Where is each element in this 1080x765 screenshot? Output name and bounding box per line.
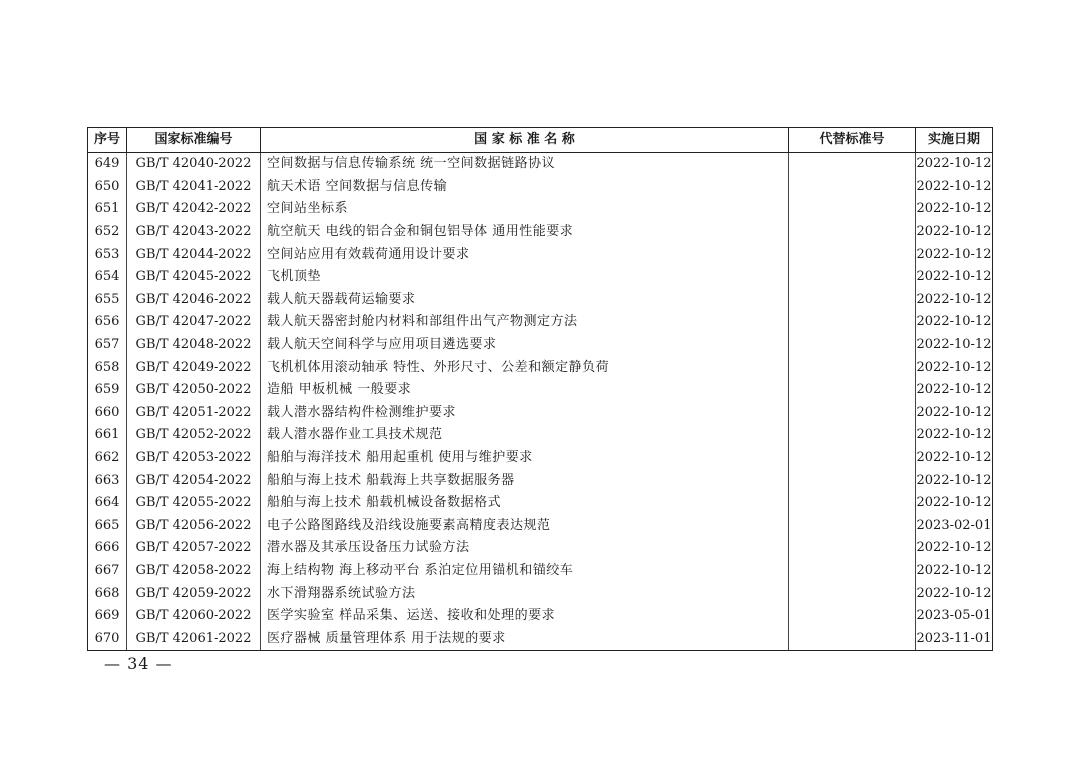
cell-standard-name: 空间站应用有效载荷通用设计要求 (261, 243, 789, 266)
cell-standard-code: GB/T 42041-2022 (127, 176, 261, 199)
cell-replaced-standard (789, 515, 916, 538)
cell-standard-name: 水下滑翔器系统试验方法 (261, 582, 789, 605)
header-implementation-date: 实施日期 (916, 128, 993, 153)
table-body (88, 153, 993, 651)
cell-replaced-standard (789, 356, 916, 379)
cell-implementation-date: 2022-10-12 (916, 402, 993, 425)
cell-implementation-date: 2022-10-12 (916, 582, 993, 605)
cell-replaced-standard (789, 311, 916, 334)
cell-seq: 658 (88, 356, 127, 379)
cell-seq: 662 (88, 447, 127, 470)
cell-standard-name: 航空航天 电线的铝合金和铜包铝导体 通用性能要求 (261, 221, 789, 244)
table-row (88, 560, 993, 583)
table-row (88, 198, 993, 221)
cell-standard-name: 载人潜水器结构件检测维护要求 (261, 402, 789, 425)
cell-replaced-standard (789, 447, 916, 470)
cell-seq: 666 (88, 537, 127, 560)
cell-standard-code: GB/T 42056-2022 (127, 515, 261, 538)
cell-standard-name: 电子公路图路线及沿线设施要素高精度表达规范 (261, 515, 789, 538)
cell-standard-name: 医疗器械 质量管理体系 用于法规的要求 (261, 627, 789, 650)
cell-seq: 650 (88, 176, 127, 199)
table-header (88, 128, 993, 153)
cell-standard-name: 空间站坐标系 (261, 198, 789, 221)
cell-standard-code: GB/T 42040-2022 (127, 153, 261, 176)
cell-implementation-date: 2022-10-12 (916, 356, 993, 379)
header-standard-code: 国家标准编号 (127, 128, 261, 153)
cell-standard-name: 船舶与海上技术 船载机械设备数据格式 (261, 492, 789, 515)
table-row (88, 221, 993, 244)
cell-seq: 656 (88, 311, 127, 334)
table-row (88, 515, 993, 538)
cell-seq: 655 (88, 289, 127, 312)
cell-replaced-standard (789, 334, 916, 357)
header-seq: 序号 (88, 128, 127, 153)
table-row (88, 289, 993, 312)
cell-standard-code: GB/T 42053-2022 (127, 447, 261, 470)
cell-standard-name: 载人潜水器作业工具技术规范 (261, 424, 789, 447)
table-row (88, 379, 993, 402)
cell-implementation-date: 2022-10-12 (916, 379, 993, 402)
header-replaced-standard: 代替标准号 (789, 128, 916, 153)
cell-seq: 654 (88, 266, 127, 289)
cell-seq: 669 (88, 605, 127, 628)
cell-implementation-date: 2022-10-12 (916, 198, 993, 221)
cell-implementation-date: 2022-10-12 (916, 560, 993, 583)
cell-replaced-standard (789, 221, 916, 244)
cell-replaced-standard (789, 243, 916, 266)
cell-standard-code: GB/T 42049-2022 (127, 356, 261, 379)
cell-standard-code: GB/T 42051-2022 (127, 402, 261, 425)
cell-seq: 663 (88, 469, 127, 492)
cell-seq: 653 (88, 243, 127, 266)
cell-replaced-standard (789, 605, 916, 628)
cell-replaced-standard (789, 379, 916, 402)
page-number: — 34 — (104, 654, 173, 673)
header-standard-name: 国 家 标 准 名 称 (261, 128, 789, 153)
cell-replaced-standard (789, 537, 916, 560)
table-row (88, 627, 993, 650)
table-row (88, 153, 993, 176)
cell-standard-name: 船舶与海洋技术 船用起重机 使用与维护要求 (261, 447, 789, 470)
cell-standard-name: 飞机机体用滚动轴承 特性、外形尺寸、公差和额定静负荷 (261, 356, 789, 379)
cell-standard-code: GB/T 42042-2022 (127, 198, 261, 221)
cell-implementation-date: 2022-10-12 (916, 221, 993, 244)
cell-implementation-date: 2022-10-12 (916, 334, 993, 357)
cell-seq: 664 (88, 492, 127, 515)
table-row (88, 582, 993, 605)
cell-replaced-standard (789, 198, 916, 221)
cell-seq: 668 (88, 582, 127, 605)
cell-standard-name: 潜水器及其承压设备压力试验方法 (261, 537, 789, 560)
table-row (88, 243, 993, 266)
cell-standard-name: 海上结构物 海上移动平台 系泊定位用锚机和锚绞车 (261, 560, 789, 583)
cell-implementation-date: 2022-10-12 (916, 447, 993, 470)
cell-standard-name: 载人航天空间科学与应用项目遴选要求 (261, 334, 789, 357)
cell-seq: 652 (88, 221, 127, 244)
table-row (88, 266, 993, 289)
table-row (88, 402, 993, 425)
cell-replaced-standard (789, 492, 916, 515)
cell-standard-code: GB/T 42048-2022 (127, 334, 261, 357)
cell-standard-code: GB/T 42061-2022 (127, 627, 261, 650)
cell-standard-code: GB/T 42060-2022 (127, 605, 261, 628)
cell-standard-name: 载人航天器密封舱内材料和部组件出气产物测定方法 (261, 311, 789, 334)
table-row (88, 469, 993, 492)
cell-seq: 659 (88, 379, 127, 402)
cell-replaced-standard (789, 582, 916, 605)
cell-standard-code: GB/T 42055-2022 (127, 492, 261, 515)
cell-standard-code: GB/T 42058-2022 (127, 560, 261, 583)
cell-seq: 649 (88, 153, 127, 176)
cell-seq: 670 (88, 627, 127, 650)
cell-implementation-date: 2023-02-01 (916, 515, 993, 538)
cell-implementation-date: 2022-10-12 (916, 537, 993, 560)
table-row (88, 537, 993, 560)
cell-standard-code: GB/T 42047-2022 (127, 311, 261, 334)
cell-implementation-date: 2022-10-12 (916, 492, 993, 515)
cell-seq: 660 (88, 402, 127, 425)
cell-implementation-date: 2023-05-01 (916, 605, 993, 628)
cell-standard-code: GB/T 42045-2022 (127, 266, 261, 289)
cell-seq: 667 (88, 560, 127, 583)
table-row (88, 605, 993, 628)
cell-implementation-date: 2022-10-12 (916, 176, 993, 199)
table-row (88, 356, 993, 379)
table-row (88, 334, 993, 357)
table-row (88, 176, 993, 199)
standards-table (87, 127, 993, 651)
cell-standard-code: GB/T 42044-2022 (127, 243, 261, 266)
header-row (88, 128, 993, 153)
cell-standard-code: GB/T 42059-2022 (127, 582, 261, 605)
cell-seq: 661 (88, 424, 127, 447)
cell-replaced-standard (789, 153, 916, 176)
table-row (88, 424, 993, 447)
cell-standard-name: 造船 甲板机械 一般要求 (261, 379, 789, 402)
cell-implementation-date: 2022-10-12 (916, 266, 993, 289)
cell-replaced-standard (789, 469, 916, 492)
cell-standard-name: 载人航天器载荷运输要求 (261, 289, 789, 312)
cell-implementation-date: 2022-10-12 (916, 424, 993, 447)
cell-standard-name: 船舶与海上技术 船载海上共享数据服务器 (261, 469, 789, 492)
cell-replaced-standard (789, 176, 916, 199)
cell-implementation-date: 2022-10-12 (916, 153, 993, 176)
cell-seq: 651 (88, 198, 127, 221)
cell-standard-code: GB/T 42057-2022 (127, 537, 261, 560)
cell-replaced-standard (789, 627, 916, 650)
cell-replaced-standard (789, 266, 916, 289)
cell-seq: 657 (88, 334, 127, 357)
cell-replaced-standard (789, 402, 916, 425)
cell-replaced-standard (789, 424, 916, 447)
cell-implementation-date: 2022-10-12 (916, 289, 993, 312)
table-row (88, 492, 993, 515)
cell-implementation-date: 2023-11-01 (916, 627, 993, 650)
cell-standard-name: 飞机顶垫 (261, 266, 789, 289)
cell-standard-name: 航天术语 空间数据与信息传输 (261, 176, 789, 199)
cell-standard-name: 医学实验室 样品采集、运送、接收和处理的要求 (261, 605, 789, 628)
cell-replaced-standard (789, 289, 916, 312)
cell-replaced-standard (789, 560, 916, 583)
cell-implementation-date: 2022-10-12 (916, 243, 993, 266)
table-row (88, 311, 993, 334)
cell-implementation-date: 2022-10-12 (916, 311, 993, 334)
table-row (88, 447, 993, 470)
cell-standard-code: GB/T 42052-2022 (127, 424, 261, 447)
cell-standard-name: 空间数据与信息传输系统 统一空间数据链路协议 (261, 153, 789, 176)
cell-implementation-date: 2022-10-12 (916, 469, 993, 492)
cell-seq: 665 (88, 515, 127, 538)
cell-standard-code: GB/T 42050-2022 (127, 379, 261, 402)
cell-standard-code: GB/T 42046-2022 (127, 289, 261, 312)
cell-standard-code: GB/T 42043-2022 (127, 221, 261, 244)
cell-standard-code: GB/T 42054-2022 (127, 469, 261, 492)
